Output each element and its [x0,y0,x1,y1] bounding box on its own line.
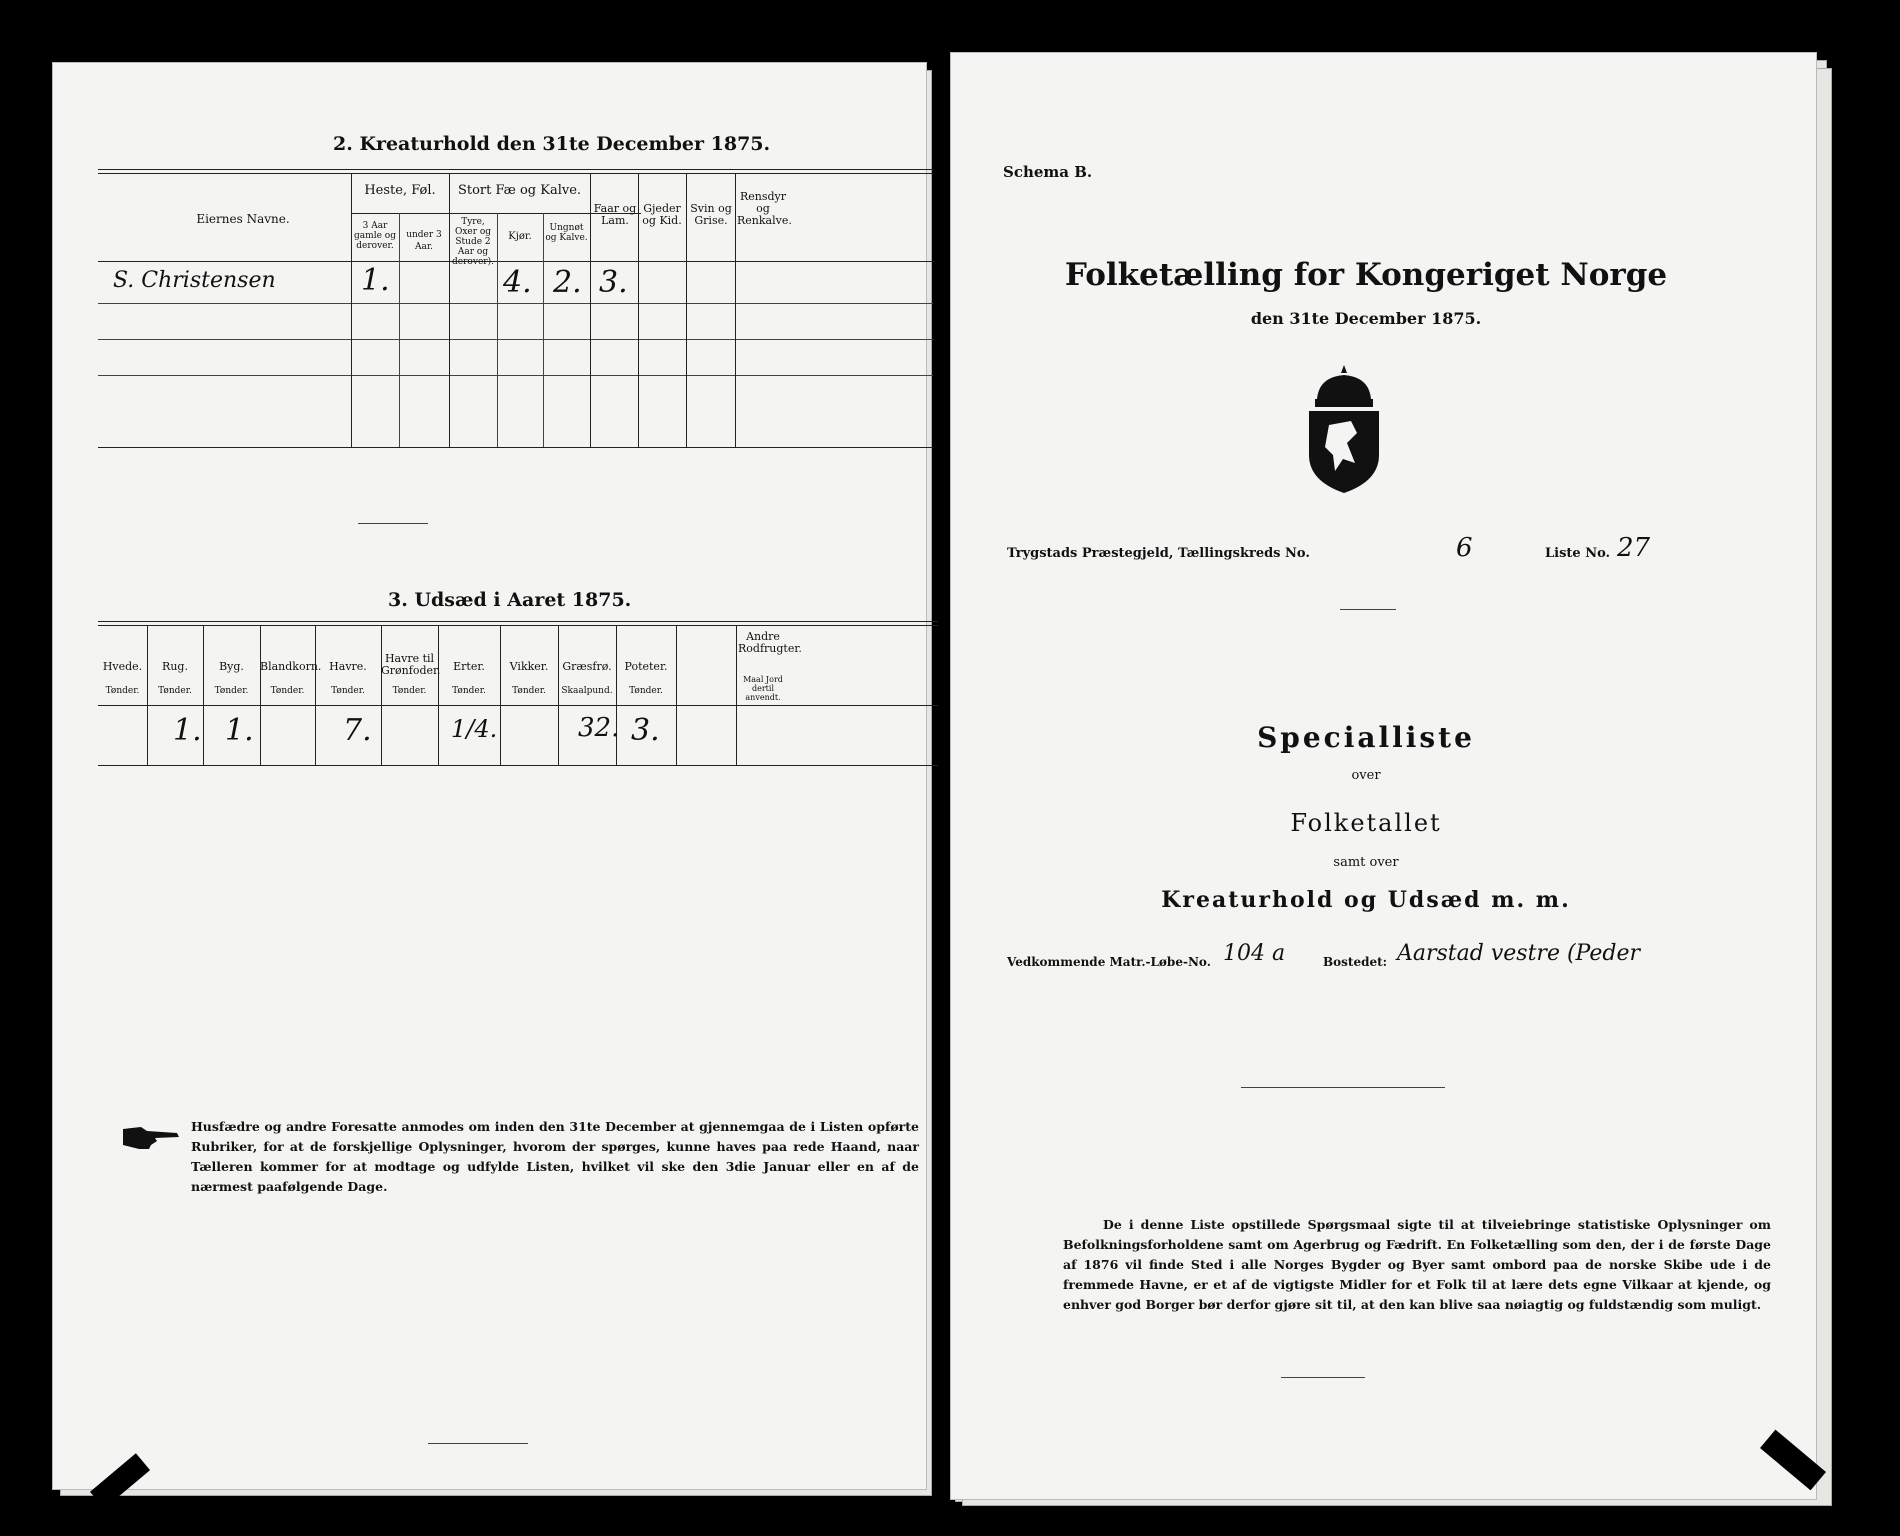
col-divider [686,173,687,447]
stort-sub3: Ungnøt og Kalve. [545,223,588,243]
folketallet-title: Folketallet [1290,809,1442,837]
rug-header: Rug. [162,660,188,673]
census-paragraph: De i denne Liste opstillede Spørgsmaal sigte til at tilveiebringe statistiske Oplysninger om Befolkningsforholdene samt om Agerbrug og Fædrift. En Folketælling som den, der i de første Dage af 1876 vil finde Sted i alle Norges Bygder og Byer samt ombord paa de norske Skibe ude i de fremmede Havne, er et af de vigtigste Midler for et Folk til at lære dets egne Vilkaar at kjende, og enhver god Borger bør derfor gjøre sit til, at den kan blive saa nøiagtig og fuldstændig som muligt. [1063,1217,1771,1312]
samt-over-text: samt over [1333,855,1399,870]
left-page [52,62,927,1490]
census-date: den 31te December 1875. [1250,309,1482,328]
graesfro-header: Græsfrø. [562,660,612,673]
rule [98,169,933,170]
col-divider [735,173,736,447]
stort-header: Stort Fæ og Kalve. [457,183,582,198]
unit: Tønder. [270,686,305,696]
col-divider [736,625,737,765]
col-divider [449,173,450,447]
separator [1340,609,1396,610]
liste-label: Liste No. [1545,546,1611,561]
erter-value: 1/4. [451,715,498,743]
col-divider [351,173,352,447]
faar-value: 3. [599,265,628,300]
havre-header: Havre. [329,660,367,673]
rule [98,339,933,340]
rule [98,303,933,304]
col-divider [638,173,639,447]
right-page [950,52,1817,1500]
rensdyr-header: Rensdyr og Renkalve. [737,190,792,227]
vikker-header: Vikker. [509,660,549,673]
heste-value: 1. [361,263,390,298]
byg-header: Byg. [219,660,244,673]
blandkorn-header: Blandkorn. [260,660,322,673]
unit: Tønder. [512,686,546,696]
ungnot-value: 2. [553,265,582,300]
matr-number: 104 a [1223,941,1286,966]
rule [98,621,938,622]
unit: Skaalpund. [561,686,613,696]
matr-label: Vedkommende Matr.-Løbe-No. [1007,955,1211,969]
coat-of-arms-icon [1299,363,1389,495]
unit: Tønder. [629,686,663,696]
unit: Tønder. [452,686,486,696]
andre-header: Andre Rodfrugter. [738,630,802,655]
kreaturhold-title: Kreaturhold og Udsæd m. m. [1161,887,1571,913]
rug-value: 1. [173,713,202,748]
unit: Tønder. [158,686,192,696]
owner-name: S. Christensen [113,268,276,293]
rule [98,765,938,766]
separator [1241,1087,1445,1088]
col-divider [497,213,498,447]
kjor-value: 4. [503,265,532,300]
separator [428,1443,528,1444]
unit: Tønder. [105,686,140,696]
bosted-value: Aarstad vestre (Peder [1397,941,1640,966]
unit: Tønder. [392,686,427,696]
unit: Tønder. [214,686,249,696]
rule [98,705,938,706]
rule [98,173,933,174]
stort-sub1: Tyre, Oxer og Stude 2 Aar og derover). [452,217,494,267]
bosted-label: Bostedet: [1323,955,1388,969]
col-divider [590,173,591,447]
gjeder-header: Gjeder og Kid. [642,202,682,227]
separator [358,523,428,524]
heste-header: Heste, Føl. [364,183,436,198]
over-text: over [1351,768,1381,783]
rule [98,375,933,376]
unit: Maal Jord dertil anvendt. [743,675,783,702]
havre-value: 7. [343,713,372,748]
census-title: Folketælling for Kongeriget Norge [1064,257,1668,293]
liste-number: 27 [1617,533,1651,563]
col-divider [676,625,677,765]
rule [98,261,933,262]
udsaed-title: 3. Udsæd i Aaret 1875. [388,589,632,611]
pointing-hand-icon [121,1121,181,1151]
instructions-note: Husfædre og andre Foresatte anmodes om inden den 31te December at gjennemgaa de i Listen opførte Rubriker, for at de forskjellige Oplysninger, hvorom der spørges, kunne haves paa rede Haand, naar Tælleren kommer for at modtage og udfylde Listen, hvilket vil ske den 3die Januar eller en af de nærmest paafølgende Dage. [191,1119,919,1194]
col-divider [543,213,544,447]
poteter-header: Poteter. [624,660,668,673]
separator [1281,1377,1365,1378]
erter-header: Erter. [453,660,485,673]
faar-header: Faar og Lam. [593,202,637,227]
stort-sub2: Kjør. [508,231,532,242]
rule [98,447,933,448]
col-name-header: Eiernes Navne. [196,212,290,226]
prestegjeld-label: Trygstads Præstegjeld, Tællingskreds No. [1007,546,1310,561]
schema-label: Schema B. [1003,163,1093,181]
kreatur-title: 2. Kreaturhold den 31te December 1875. [333,133,771,155]
svin-header: Svin og Grise. [690,202,732,227]
poteter-value: 3. [631,713,660,748]
unit: Tønder. [331,686,365,696]
heste-sub1: 3 Aar gamle og derover. [354,221,396,251]
byg-value: 1. [225,713,254,748]
havre-gronfoder-header: Havre til Grønfoder. [381,652,441,677]
heste-sub2: under 3 Aar. [406,230,442,252]
rule [98,625,938,626]
graesfro-value: 32. [578,713,620,743]
kreds-number: 6 [1456,533,1473,563]
specialliste-title: Specialliste [1257,721,1475,754]
hvede-header: Hvede. [102,660,143,673]
